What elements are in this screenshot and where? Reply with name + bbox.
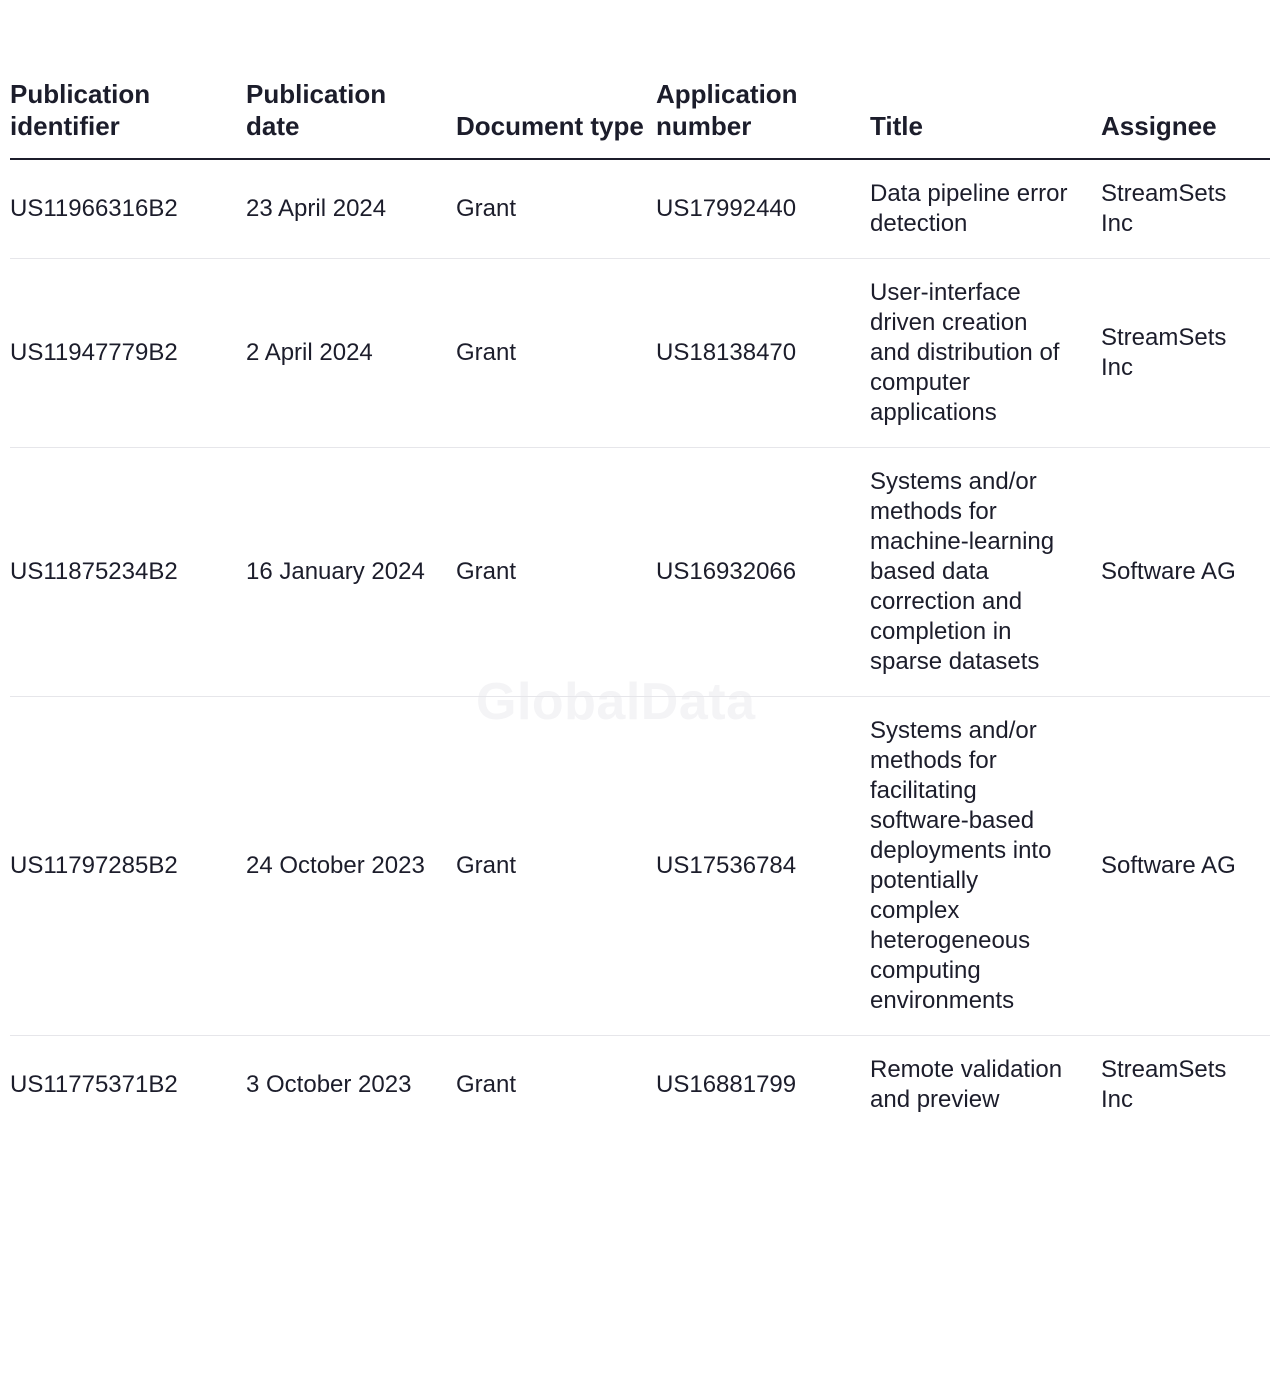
- cell-publication-date: 3 October 2023: [246, 1071, 412, 1098]
- cell-application-number: US17992440: [656, 159, 870, 259]
- cell-application-number: US18138470: [656, 259, 870, 448]
- cell-document-type: Grant: [456, 259, 656, 448]
- cell-title: Systems and/or methods for facilitating software-based deployments into potentially complex heterogeneous computing environments: [870, 697, 1101, 1036]
- cell-assignee: StreamSets Inc: [1101, 159, 1270, 259]
- cell-publication-date: 2 April 2024: [246, 259, 456, 448]
- table-row: [10, 448, 1270, 697]
- table-body: [10, 159, 1270, 1134]
- table-row: [10, 1036, 1270, 1135]
- cell-document-type: Grant: [456, 159, 656, 259]
- cell-document-type: Grant: [456, 1071, 517, 1098]
- cell-publication-identifier: US11797285B2: [10, 697, 246, 1036]
- cell-title: User-interface driven creation and distribution of computer applications: [870, 259, 1101, 448]
- table-row: [10, 697, 1270, 1036]
- cell-title: Systems and/or methods for machine-learning based data correction and completion in sparse datasets: [870, 448, 1101, 697]
- column-header-publication-identifier: Publication identifier: [10, 78, 246, 159]
- cell-publication-identifier: US11947779B2: [10, 259, 246, 448]
- column-header-application-number: Application number: [656, 78, 870, 159]
- column-header-publication-date: Publication date: [246, 78, 456, 159]
- header-row: [10, 78, 1270, 159]
- patent-table: [10, 78, 1270, 1134]
- table-row: [10, 259, 1270, 448]
- table-row: [10, 159, 1270, 259]
- column-header-document-type: Document type: [456, 78, 656, 159]
- cell-assignee: StreamSets Inc: [1101, 259, 1270, 448]
- cell-application-number: US16881799: [656, 1071, 797, 1098]
- cell-assignee: Software AG: [1101, 697, 1270, 1036]
- cell-publication-date: 16 January 2024: [246, 448, 456, 697]
- cell-publication-identifier: US11775371B2: [10, 1071, 178, 1098]
- cell-publication-date: 24 October 2023: [246, 697, 456, 1036]
- cell-publication-identifier: US11875234B2: [10, 448, 246, 697]
- cell-title: Remote validation and preview: [870, 1056, 1063, 1113]
- column-header-title: Title: [870, 78, 1101, 159]
- patent-table-container: [10, 78, 1236, 1134]
- cell-application-number: US16932066: [656, 448, 870, 697]
- table-header: [10, 78, 1270, 159]
- cell-publication-identifier: US11966316B2: [10, 159, 246, 259]
- column-header-assignee: Assignee: [1101, 78, 1270, 159]
- cell-assignee: Software AG: [1101, 448, 1270, 697]
- cell-title: Data pipeline error detection: [870, 159, 1101, 259]
- cell-publication-date: 23 April 2024: [246, 159, 456, 259]
- cell-application-number: US17536784: [656, 697, 870, 1036]
- cell-document-type: Grant: [456, 697, 656, 1036]
- cell-document-type: Grant: [456, 448, 656, 697]
- cell-assignee: StreamSets Inc: [1101, 1056, 1227, 1113]
- watermark-logo: GlobalData: [476, 673, 756, 731]
